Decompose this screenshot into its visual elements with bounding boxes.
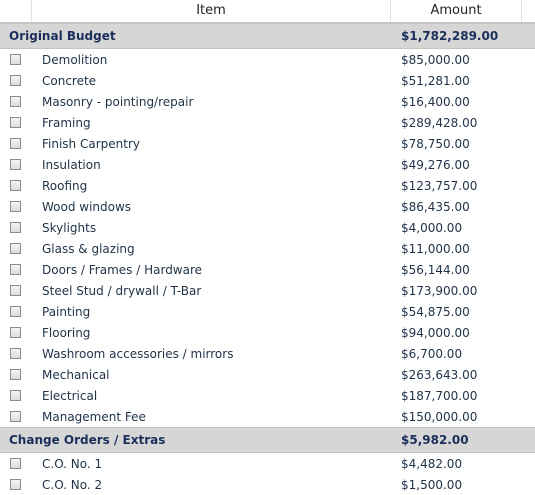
row-amount: $94,000.00 [401,325,470,340]
row-checkbox[interactable] [10,117,21,128]
row-amount: $289,428.00 [401,115,478,130]
row-checkbox[interactable] [10,327,21,338]
row-amount: $187,700.00 [401,388,478,403]
row-checkbox[interactable] [10,458,21,469]
header-filler [521,0,535,22]
table-row [0,49,535,70]
row-amount: $150,000.00 [401,409,478,424]
group-header-row[interactable] [0,23,535,49]
row-checkbox-cell [0,180,31,191]
row-checkbox-cell [0,201,31,212]
row-checkbox-cell [0,264,31,275]
table-row [0,280,535,301]
table-row [0,112,535,133]
row-item-name: Washroom accessories / mirrors [42,346,234,361]
row-amount: $78,750.00 [401,136,470,151]
row-checkbox-cell [0,458,31,469]
row-item-name: Masonry - pointing/repair [42,94,194,109]
table-row [0,322,535,343]
table-row [0,301,535,322]
row-checkbox-cell [0,243,31,254]
row-amount: $51,281.00 [401,73,470,88]
column-header-amount[interactable]: Amount [430,3,482,18]
row-checkbox-cell [0,96,31,107]
row-item-name: Framing [42,115,91,130]
row-checkbox-cell [0,222,31,233]
row-checkbox[interactable] [10,348,21,359]
table-row [0,453,535,474]
row-item-name: Flooring [42,325,91,340]
row-amount: $4,000.00 [401,220,463,235]
row-checkbox[interactable] [10,75,21,86]
row-checkbox-cell [0,390,31,401]
row-checkbox[interactable] [10,285,21,296]
row-amount: $6,700.00 [401,346,463,361]
row-checkbox-cell [0,306,31,317]
row-amount: $16,400.00 [401,94,470,109]
row-checkbox[interactable] [10,243,21,254]
row-item-name: C.O. No. 1 [42,456,103,471]
row-item-name: Management Fee [42,409,146,424]
row-amount: $123,757.00 [401,178,478,193]
row-checkbox-cell [0,327,31,338]
row-amount: $11,000.00 [401,241,470,256]
table-row [0,133,535,154]
row-item-name: Doors / Frames / Hardware [42,262,203,277]
row-item-name: Mechanical [42,367,110,382]
grid-body [0,23,535,495]
row-checkbox[interactable] [10,138,21,149]
row-checkbox[interactable] [10,479,21,490]
table-row [0,343,535,364]
row-amount: $56,144.00 [401,262,470,277]
row-item-name: Steel Stud / drywall / T-Bar [42,283,202,298]
group-total: $5,982.00 [401,433,469,447]
row-checkbox[interactable] [10,201,21,212]
row-amount: $54,875.00 [401,304,470,319]
row-checkbox-cell [0,369,31,380]
table-row [0,406,535,427]
row-checkbox[interactable] [10,222,21,233]
table-row [0,91,535,112]
row-amount: $263,643.00 [401,367,478,382]
row-item-name: Skylights [42,220,97,235]
row-checkbox[interactable] [10,96,21,107]
row-item-name: Concrete [42,73,97,88]
row-item-name: Glass & glazing [42,241,135,256]
row-checkbox[interactable] [10,306,21,317]
row-item-name: Electrical [42,388,98,403]
row-checkbox-cell [0,54,31,65]
table-row [0,217,535,238]
row-checkbox[interactable] [10,54,21,65]
table-row [0,154,535,175]
row-item-name: Demolition [42,52,108,67]
row-item-name: Roofing [42,178,88,193]
table-row [0,196,535,217]
table-row [0,259,535,280]
row-item-name: C.O. No. 2 [42,477,103,492]
table-row [0,175,535,196]
row-checkbox-cell [0,75,31,86]
row-checkbox[interactable] [10,390,21,401]
group-title: Original Budget [9,29,116,43]
row-checkbox[interactable] [10,264,21,275]
row-checkbox-cell [0,411,31,422]
column-header-item[interactable]: Item [32,0,391,22]
row-checkbox[interactable] [10,180,21,191]
row-item-name: Wood windows [42,199,132,214]
group-total: $1,782,289.00 [401,29,499,43]
row-amount: $49,276.00 [401,157,470,172]
row-amount: $85,000.00 [401,52,470,67]
row-checkbox-cell [0,479,31,490]
header-checkbox-column [0,0,32,22]
grid-header [0,0,535,23]
group-header-row[interactable] [0,427,535,453]
table-row [0,385,535,406]
row-amount: $1,500.00 [401,477,463,492]
row-item-name: Finish Carpentry [42,136,140,151]
row-checkbox-cell [0,285,31,296]
row-amount: $86,435.00 [401,199,470,214]
table-row [0,364,535,385]
row-checkbox-cell [0,117,31,128]
table-row [0,474,535,495]
row-amount: $4,482.00 [401,456,463,471]
row-checkbox[interactable] [10,411,21,422]
row-checkbox-cell [0,159,31,170]
row-checkbox-cell [0,138,31,149]
table-row [0,70,535,91]
row-item-name: Insulation [42,157,101,172]
row-checkbox[interactable] [10,159,21,170]
row-amount: $173,900.00 [401,283,478,298]
row-item-name: Painting [42,304,91,319]
row-checkbox[interactable] [10,369,21,380]
row-checkbox-cell [0,348,31,359]
group-title: Change Orders / Extras [9,433,166,447]
table-row [0,238,535,259]
